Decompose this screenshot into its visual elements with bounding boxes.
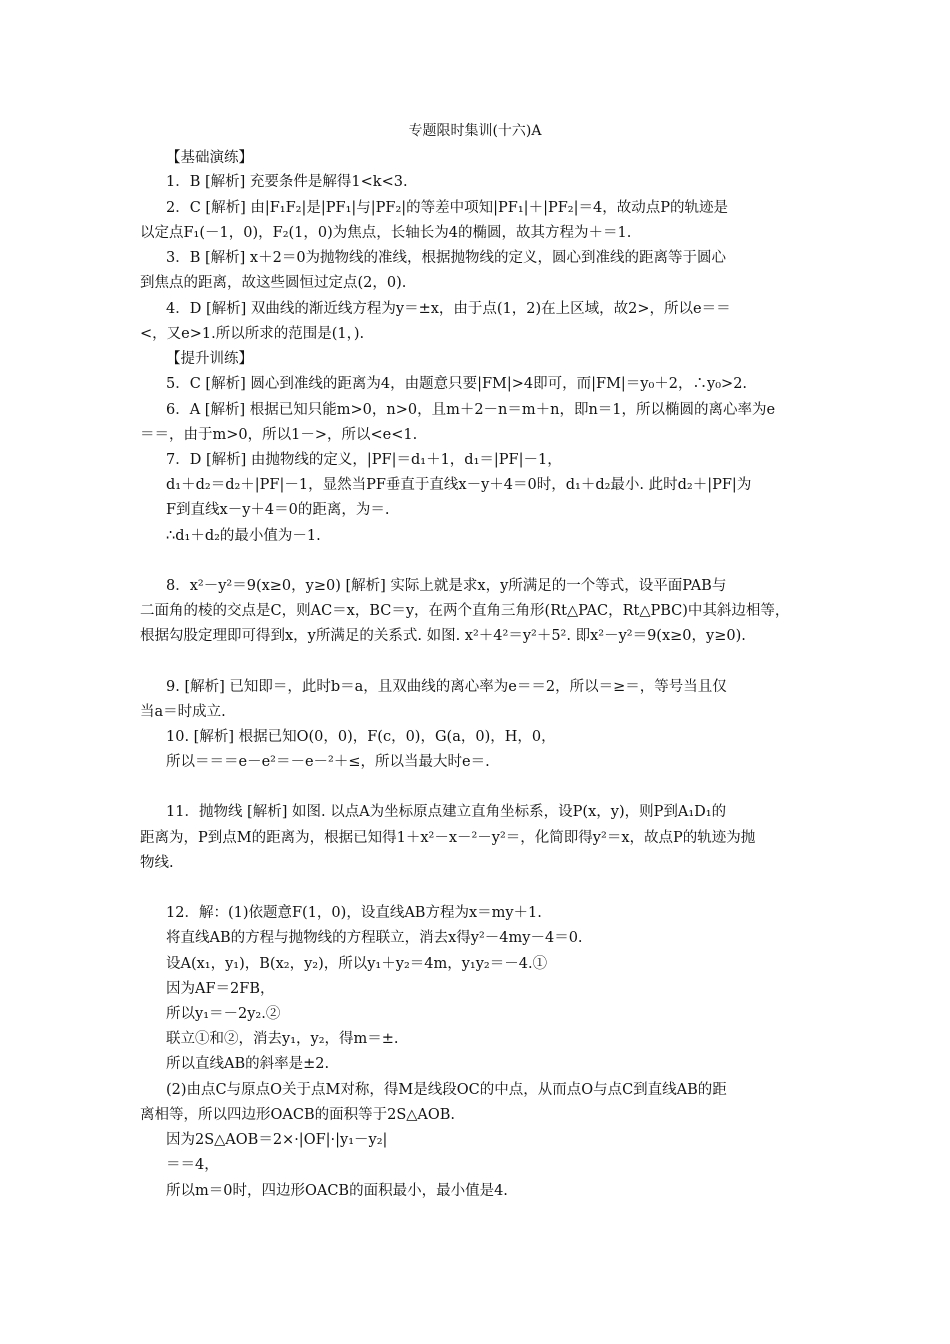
text-line: 物线. [140, 855, 174, 871]
text-line: 根据勾股定理即可得到x，y所满足的关系式. 如图. x²＋4²＝y²＋5². 即x²－y²＝9(x≥0，y≥0). [140, 628, 746, 644]
text-line: 7．D [解析] 由抛物线的定义，|PF|＝d₁＋1，d₁＝|PF|－1， [166, 452, 562, 468]
text-line: 11．抛物线 [解析] 如图. 以点A为坐标原点建立直角坐标系，设P(x，y)，则P到A₁D₁的 [166, 804, 727, 820]
text-line: 因为AF＝2FB， [166, 981, 275, 997]
text-line: d₁＋d₂＝d₂＋|PF|－1，显然当PF垂直于直线x－y＋4＝0时，d₁＋d₂最小. 此时d₂＋|PF|为 [166, 477, 752, 493]
text-line: 离相等，所以四边形OACB的面积等于2S△AOB. [140, 1107, 456, 1123]
page-title: 专题限时集训(十六)A [408, 123, 542, 139]
text-line: <，又e>1.所以所求的范围是(1，). [140, 326, 365, 342]
text-line: 6．A [解析] 根据已知只能m>0，n>0，且m＋2－n＝m＋n，即n＝1，所以椭圆的离心率为e [166, 402, 776, 418]
text-line: 【提升训练】 [166, 351, 253, 367]
text-line: 9. [解析] 已知即＝，此时b＝a，且双曲线的离心率为e＝＝2，所以＝≥＝，等号当且仅 [166, 679, 727, 695]
text-line: 所以直线AB的斜率是±2. [166, 1056, 330, 1072]
text-line: 4．D [解析] 双曲线的渐近线方程为y＝±x，由于点(1，2)在上区域，故2>，所以e＝＝ [166, 301, 731, 317]
text-line: 所以＝＝＝e－e²＝－e－²＋≤，所以当最大时e＝. [166, 754, 490, 770]
text-line: (2)由点C与原点O关于点M对称，得M是线段OC的中点，从而点O与点C到直线AB的距 [166, 1082, 727, 1098]
text-line: 联立①和②，消去y₁，y₂，得m＝±. [166, 1031, 399, 1047]
text-line: 因为2S△AOB＝2×·|OF|·|y₁－y₂| [166, 1132, 388, 1148]
text-line: 二面角的棱的交点是C，则AC＝x，BC＝y，在两个直角三角形(Rt△PAC，Rt△PBC)中其斜边相等， [140, 603, 790, 619]
text-line: 距离为，P到点M的距离为，根据已知得1＋x²－x－²－y²＝，化简即得y²＝x，故点P的轨迹为抛 [140, 830, 756, 846]
text-line: 以定点F₁(－1，0)，F₂(1，0)为焦点，长轴长为4的椭圆，故其方程为＋＝1. [140, 225, 632, 241]
text-line: 12．解：(1)依题意F(1，0)，设直线AB方程为x＝my＋1. [166, 905, 542, 921]
text-line: 10. [解析] 根据已知O(0，0)，F(c，0)，G(a，0)，H，0， [166, 729, 556, 745]
text-line: 所以y₁＝－2y₂.② [166, 1006, 281, 1022]
text-line: 所以m＝0时，四边形OACB的面积最小，最小值是4. [166, 1183, 508, 1199]
text-line: ＝＝，由于m>0，所以1－>，所以<e<1. [140, 427, 418, 443]
text-line: F到直线x－y＋4＝0的距离，为＝. [166, 502, 390, 518]
text-line: 2．C [解析] 由|F₁F₂|是|PF₁|与|PF₂|的等差中项知|PF₁|＋|PF₂|＝4，故动点P的轨迹是 [166, 200, 728, 216]
text-line: ∴d₁＋d₂的最小值为－1. [166, 528, 321, 544]
text-line: 将直线AB的方程与抛物线的方程联立，消去x得y²－4my－4＝0. [166, 930, 583, 946]
text-line: 5．C [解析] 圆心到准线的距离为4，由题意只要|FM|>4即可，而|FM|＝y₀＋2，∴y₀>2. [166, 376, 748, 392]
text-line: 设A(x₁，y₁)，B(x₂，y₂)，所以y₁＋y₂＝4m，y₁y₂＝－4.① [166, 956, 548, 972]
text-line: 8．x²－y²＝9(x≥0，y≥0) [解析] 实际上就是求x，y所满足的一个等式，设平面PAB与 [166, 578, 727, 594]
text-line: 1．B [解析] 充要条件是解得1<k<3. [166, 174, 408, 190]
text-line: 当a＝时成立. [140, 704, 226, 720]
text-line: 3．B [解析] x＋2＝0为抛物线的准线，根据抛物线的定义，圆心到准线的距离等于圆心 [166, 250, 727, 266]
text-line: 到焦点的距离，故这些圆恒过定点(2，0). [140, 275, 407, 291]
text-line: ＝＝4， [166, 1157, 219, 1173]
text-line: 【基础演练】 [166, 150, 253, 166]
